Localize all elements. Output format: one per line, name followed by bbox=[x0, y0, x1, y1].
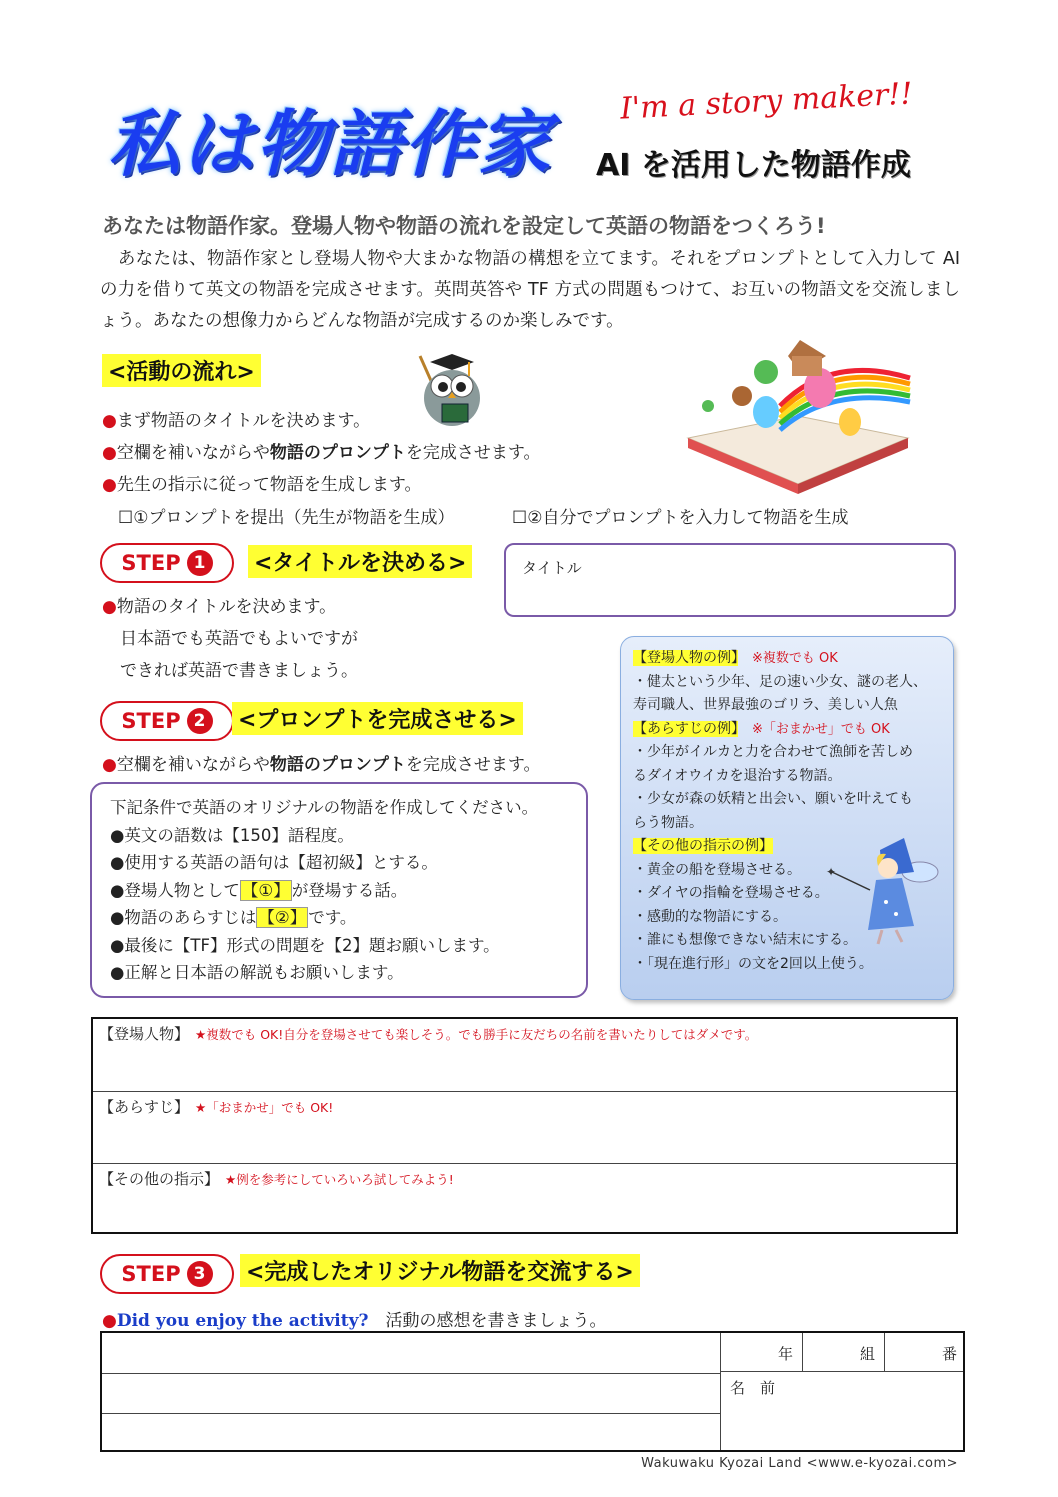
svg-text:✦: ✦ bbox=[826, 865, 837, 879]
prompt-input-table bbox=[91, 1017, 958, 1234]
title-box-label: タイトル bbox=[522, 559, 582, 577]
other-input-row[interactable] bbox=[93, 1164, 956, 1231]
option-self-generate[interactable]: ☐②自分でプロンプトを入力して物語を生成 bbox=[512, 508, 849, 528]
prompt-line: ●正解と日本語の解説もお願いします。 bbox=[110, 963, 404, 982]
name-label: 名 前 bbox=[730, 1379, 776, 1397]
flow-item-1: ●まず物語のタイトルを決めます。 bbox=[102, 411, 371, 431]
bullet-dot: ● bbox=[102, 755, 117, 775]
plot-input-row[interactable] bbox=[93, 1092, 956, 1164]
prompt-line: ●最後に【TF】形式の問題を【2】題お願いします。 bbox=[110, 935, 500, 955]
plot-label: 【あらすじ】 bbox=[99, 1098, 190, 1116]
examples-plot-line: ・少年がイルカと力を合わせて漁師を苦しめ bbox=[633, 744, 913, 760]
examples-chars-heading: 【登場人物の例】 bbox=[633, 650, 738, 666]
step1-badge: STEP 1 bbox=[100, 543, 234, 583]
characters-note: ★複数でも OK!自分を登場させても楽しそう。でも勝手に友だちの名前を書いたりしてはダメです。 bbox=[195, 1027, 758, 1042]
examples-other-line: ・感動的な物語にする。 bbox=[633, 908, 787, 925]
intro-paragraph: あなたは、物語作家とし登場人物や大まかな物語の構想を立てます。それをプロンプトとして入力して AI の力を借りて英文の物語を完成させます。英問英答や TF 方式の問題もつけて、お互いの物語文を交流しましょう。あなたの想像力からどんな物語が完成するのか楽しみです。 bbox=[100, 249, 960, 331]
step2-instruction: ●空欄を補いながらや物語のプロンプトを完成させます。 bbox=[102, 755, 541, 775]
characters-input-row[interactable] bbox=[93, 1019, 956, 1092]
examples-plot-line: らう物語。 bbox=[633, 814, 703, 831]
title-input-box[interactable] bbox=[504, 543, 956, 617]
bullet-dot: ● bbox=[102, 1311, 117, 1331]
reflection-line-2[interactable] bbox=[102, 1373, 720, 1413]
bullet-dot: ● bbox=[102, 443, 117, 463]
year-label: 年 bbox=[778, 1345, 794, 1363]
step1-heading: <タイトルを決める> bbox=[248, 545, 472, 578]
bullet-dot: ● bbox=[102, 597, 117, 617]
page-title: 私は物語作家 bbox=[108, 101, 553, 186]
step1-line-1: ●物語のタイトルを決めます。 bbox=[102, 597, 337, 617]
reflection-question: ●Did you enjoy the activity? 活動の感想を書きましょう。 bbox=[102, 1311, 607, 1331]
examples-panel: 【登場人物の例】 ※複数でも OK ・健太という少年、足の速い少女、謎の老人、 寿司職人、世界最強のゴリラ、美しい人魚 【あらすじの例】 ※「おまかせ」でも OK ・少年がイルカと力を合わせて漁師を苦しめ るダイオウイカを退治する物語。 ・少女が森の妖精と出会い、願いを叶えても らう物語。 【その他の指示の例】 ・黄金の船を登場させる。 ・ダイヤの指輪を登場させる。 ・感動的な物語にする。 ・誰にも想像できない結末にする。 ・「現在進行形」の文を2回以上使う。 bbox=[620, 636, 954, 1000]
prompt-line: ●使用する英語の語句は【超初級】とする。 bbox=[110, 853, 438, 872]
option-teacher-generate[interactable]: ☐①プロンプトを提出（先生が物語を生成） bbox=[118, 508, 455, 528]
step1-line-2: 日本語でも英語でもよいですが bbox=[120, 629, 358, 649]
plot-note: ★「おまかせ」でも OK! bbox=[195, 1100, 334, 1115]
flow-heading: <活動の流れ> bbox=[102, 354, 261, 387]
other-label: 【その他の指示】 bbox=[99, 1170, 220, 1188]
examples-other-line: ・ダイヤの指輪を登場させる。 bbox=[633, 885, 829, 901]
prompt-line: ●物語のあらすじは 【②】 です。 bbox=[110, 908, 357, 927]
step3-heading: <完成したオリジナル物語を交流する> bbox=[240, 1254, 640, 1287]
fairy-illustration-icon bbox=[822, 832, 942, 950]
examples-plot-line: ・少女が森の妖精と出会い、願いを叶えても bbox=[633, 791, 913, 807]
bullet-dot: ● bbox=[102, 411, 117, 431]
examples-other-line: ・誰にも想像できない結末にする。 bbox=[633, 932, 857, 948]
page-subtitle: AI を活用した物語作成 bbox=[596, 148, 911, 183]
step3-badge: STEP 3 bbox=[100, 1254, 234, 1294]
reflection-name-table bbox=[100, 1331, 965, 1452]
reflection-line-3[interactable] bbox=[102, 1413, 720, 1451]
prompt-line: 下記条件で英語のオリジナルの物語を作成してください。 bbox=[110, 798, 539, 817]
step2-badge: STEP 2 bbox=[100, 701, 234, 741]
examples-other-heading: 【その他の指示の例】 bbox=[633, 838, 773, 854]
prompt-line: ●登場人物として 【①】 が登場する話。 bbox=[110, 880, 408, 900]
storybook-illustration-icon bbox=[680, 334, 916, 504]
prompt-template-box bbox=[90, 782, 588, 998]
examples-plot-line: るダイオウイカを退治する物語。 bbox=[633, 767, 842, 784]
examples-other-line: ・「現在進行形」の文を2回以上使う。 bbox=[633, 955, 873, 972]
bullet-dot: ● bbox=[102, 475, 117, 495]
examples-chars-line: ・健太という少年、足の速い少女、謎の老人、 bbox=[633, 673, 927, 690]
examples-other-line: ・黄金の船を登場させる。 bbox=[633, 861, 801, 878]
blank-plot[interactable]: 【②】 bbox=[258, 908, 307, 927]
reflection-line-1[interactable] bbox=[102, 1333, 720, 1373]
prompt-line: ●英文の語数は【150】語程度。 bbox=[110, 825, 354, 845]
characters-label: 【登場人物】 bbox=[99, 1025, 190, 1043]
class-label: 組 bbox=[860, 1345, 876, 1363]
examples-chars-line: 寿司職人、世界最強のゴリラ、美しい人魚 bbox=[633, 697, 898, 713]
step2-heading: <プロンプトを完成させる> bbox=[232, 702, 523, 735]
flow-item-2: ●空欄を補いながらや物語のプロンプトを完成させます。 bbox=[102, 443, 541, 463]
flow-item-3: ●先生の指示に従って物語を生成します。 bbox=[102, 475, 422, 495]
step1-line-3: できれば英語で書きましょう。 bbox=[120, 661, 358, 681]
owl-teacher-icon bbox=[408, 346, 490, 428]
number-label: 番 bbox=[942, 1345, 958, 1363]
page-title-english: I'm a story maker!! bbox=[619, 76, 914, 127]
footer-credit: Wakuwaku Kyozai Land <www.e-kyozai.com> bbox=[641, 1456, 958, 1471]
other-note: ★例を参考にしていろいろ試してみよう! bbox=[225, 1172, 454, 1187]
lead-text: あなたは物語作家。登場人物や物語の流れを設定して英語の物語をつくろう! bbox=[102, 214, 826, 238]
blank-characters[interactable]: 【①】 bbox=[241, 880, 290, 900]
examples-plot-heading: 【あらすじの例】 bbox=[633, 720, 738, 737]
